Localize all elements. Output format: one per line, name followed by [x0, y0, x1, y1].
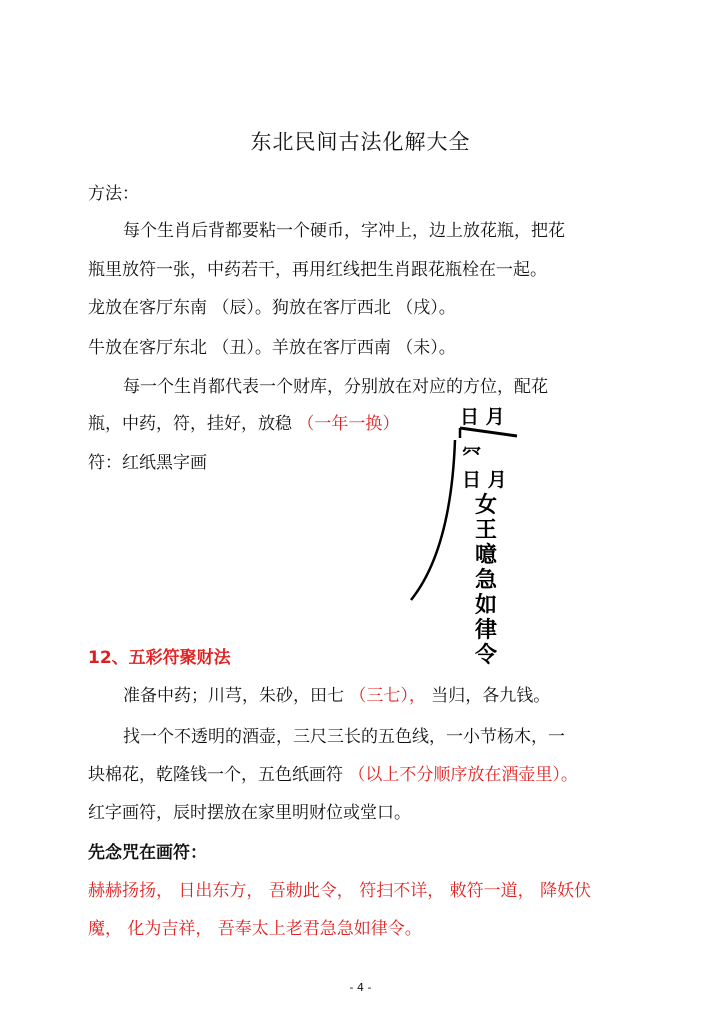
section-12-line4: 红字画符，辰时摆放在家里明财位或堂口。	[88, 803, 411, 823]
method-label: 方法：	[88, 184, 139, 204]
para1-line2: 瓶里放符一张，中药若干，再用红线把生肖跟花瓶栓在一起。	[88, 260, 547, 280]
talisman-char-8: 律	[475, 617, 498, 643]
talisman-char-3: 女	[475, 492, 498, 518]
section-12-line2: 找一个不透明的酒壶，三尺三长的五色线，一小节杨木，一	[123, 727, 565, 747]
talisman-char-5: 噫	[475, 542, 498, 568]
section-12-line3	[88, 764, 578, 786]
talisman-char-2: 日 月	[462, 469, 507, 491]
placement-line-2: 牛放在客厅东北 （丑）。羊放在客厅西南 （未）。	[88, 338, 456, 358]
items-red-note: （以上不分顺序放在酒壶里）。	[348, 765, 578, 785]
section-12-heading: 12、五彩符聚财法	[88, 648, 231, 668]
section-12-line1	[123, 685, 550, 707]
talisman-figure	[405, 400, 525, 670]
chant-line2: 魔， 化为吉祥， 吾奉太上老君急急如律令。	[88, 919, 422, 939]
para2-line2-text: 瓶，中药，符，挂好，放稳	[88, 414, 298, 434]
para2-line2-red-note: （一年一换）	[297, 414, 400, 434]
para1-line1: 每个生肖后背都要粘一个硬币，字冲上，边上放花瓶，把花	[123, 221, 565, 241]
chant-heading: 先念咒在画符：	[88, 843, 207, 863]
herbs-text-b: 当归，各九钱。	[425, 686, 551, 706]
talisman-strokes	[405, 400, 525, 670]
page-title: 东北民间古法化解大全	[250, 130, 471, 154]
placement-line-1: 龙放在客厅东南 （辰）。狗放在客厅西北 （戌）。	[88, 298, 456, 318]
talisman-char-1: 㓁	[462, 444, 482, 466]
herbs-text-a: 准备中药；川芎，朱砂，田七	[123, 686, 350, 706]
para2-line2	[88, 413, 399, 435]
herbs-red-note: （三七），	[349, 686, 426, 706]
talisman-char-7: 如	[475, 592, 498, 618]
talisman-char-4: 王	[475, 517, 498, 543]
fu-note: 符：红纸黑字画	[88, 453, 207, 473]
talisman-top-chars: 日 月	[460, 406, 505, 428]
items-text: 块棉花，乾隆钱一个，五色纸画符	[88, 765, 349, 785]
para2-line1: 每一个生肖都代表一个财库，分别放在对应的方位，配花	[123, 377, 548, 397]
talisman-char-9: 令	[475, 642, 498, 668]
chant-line1: 赫赫扬扬， 日出东方， 吾勅此令， 符扫不详， 敕符一道， 降妖伏	[88, 881, 592, 901]
page-number: - 4 -	[349, 981, 372, 994]
talisman-char-6: 急	[475, 567, 498, 593]
